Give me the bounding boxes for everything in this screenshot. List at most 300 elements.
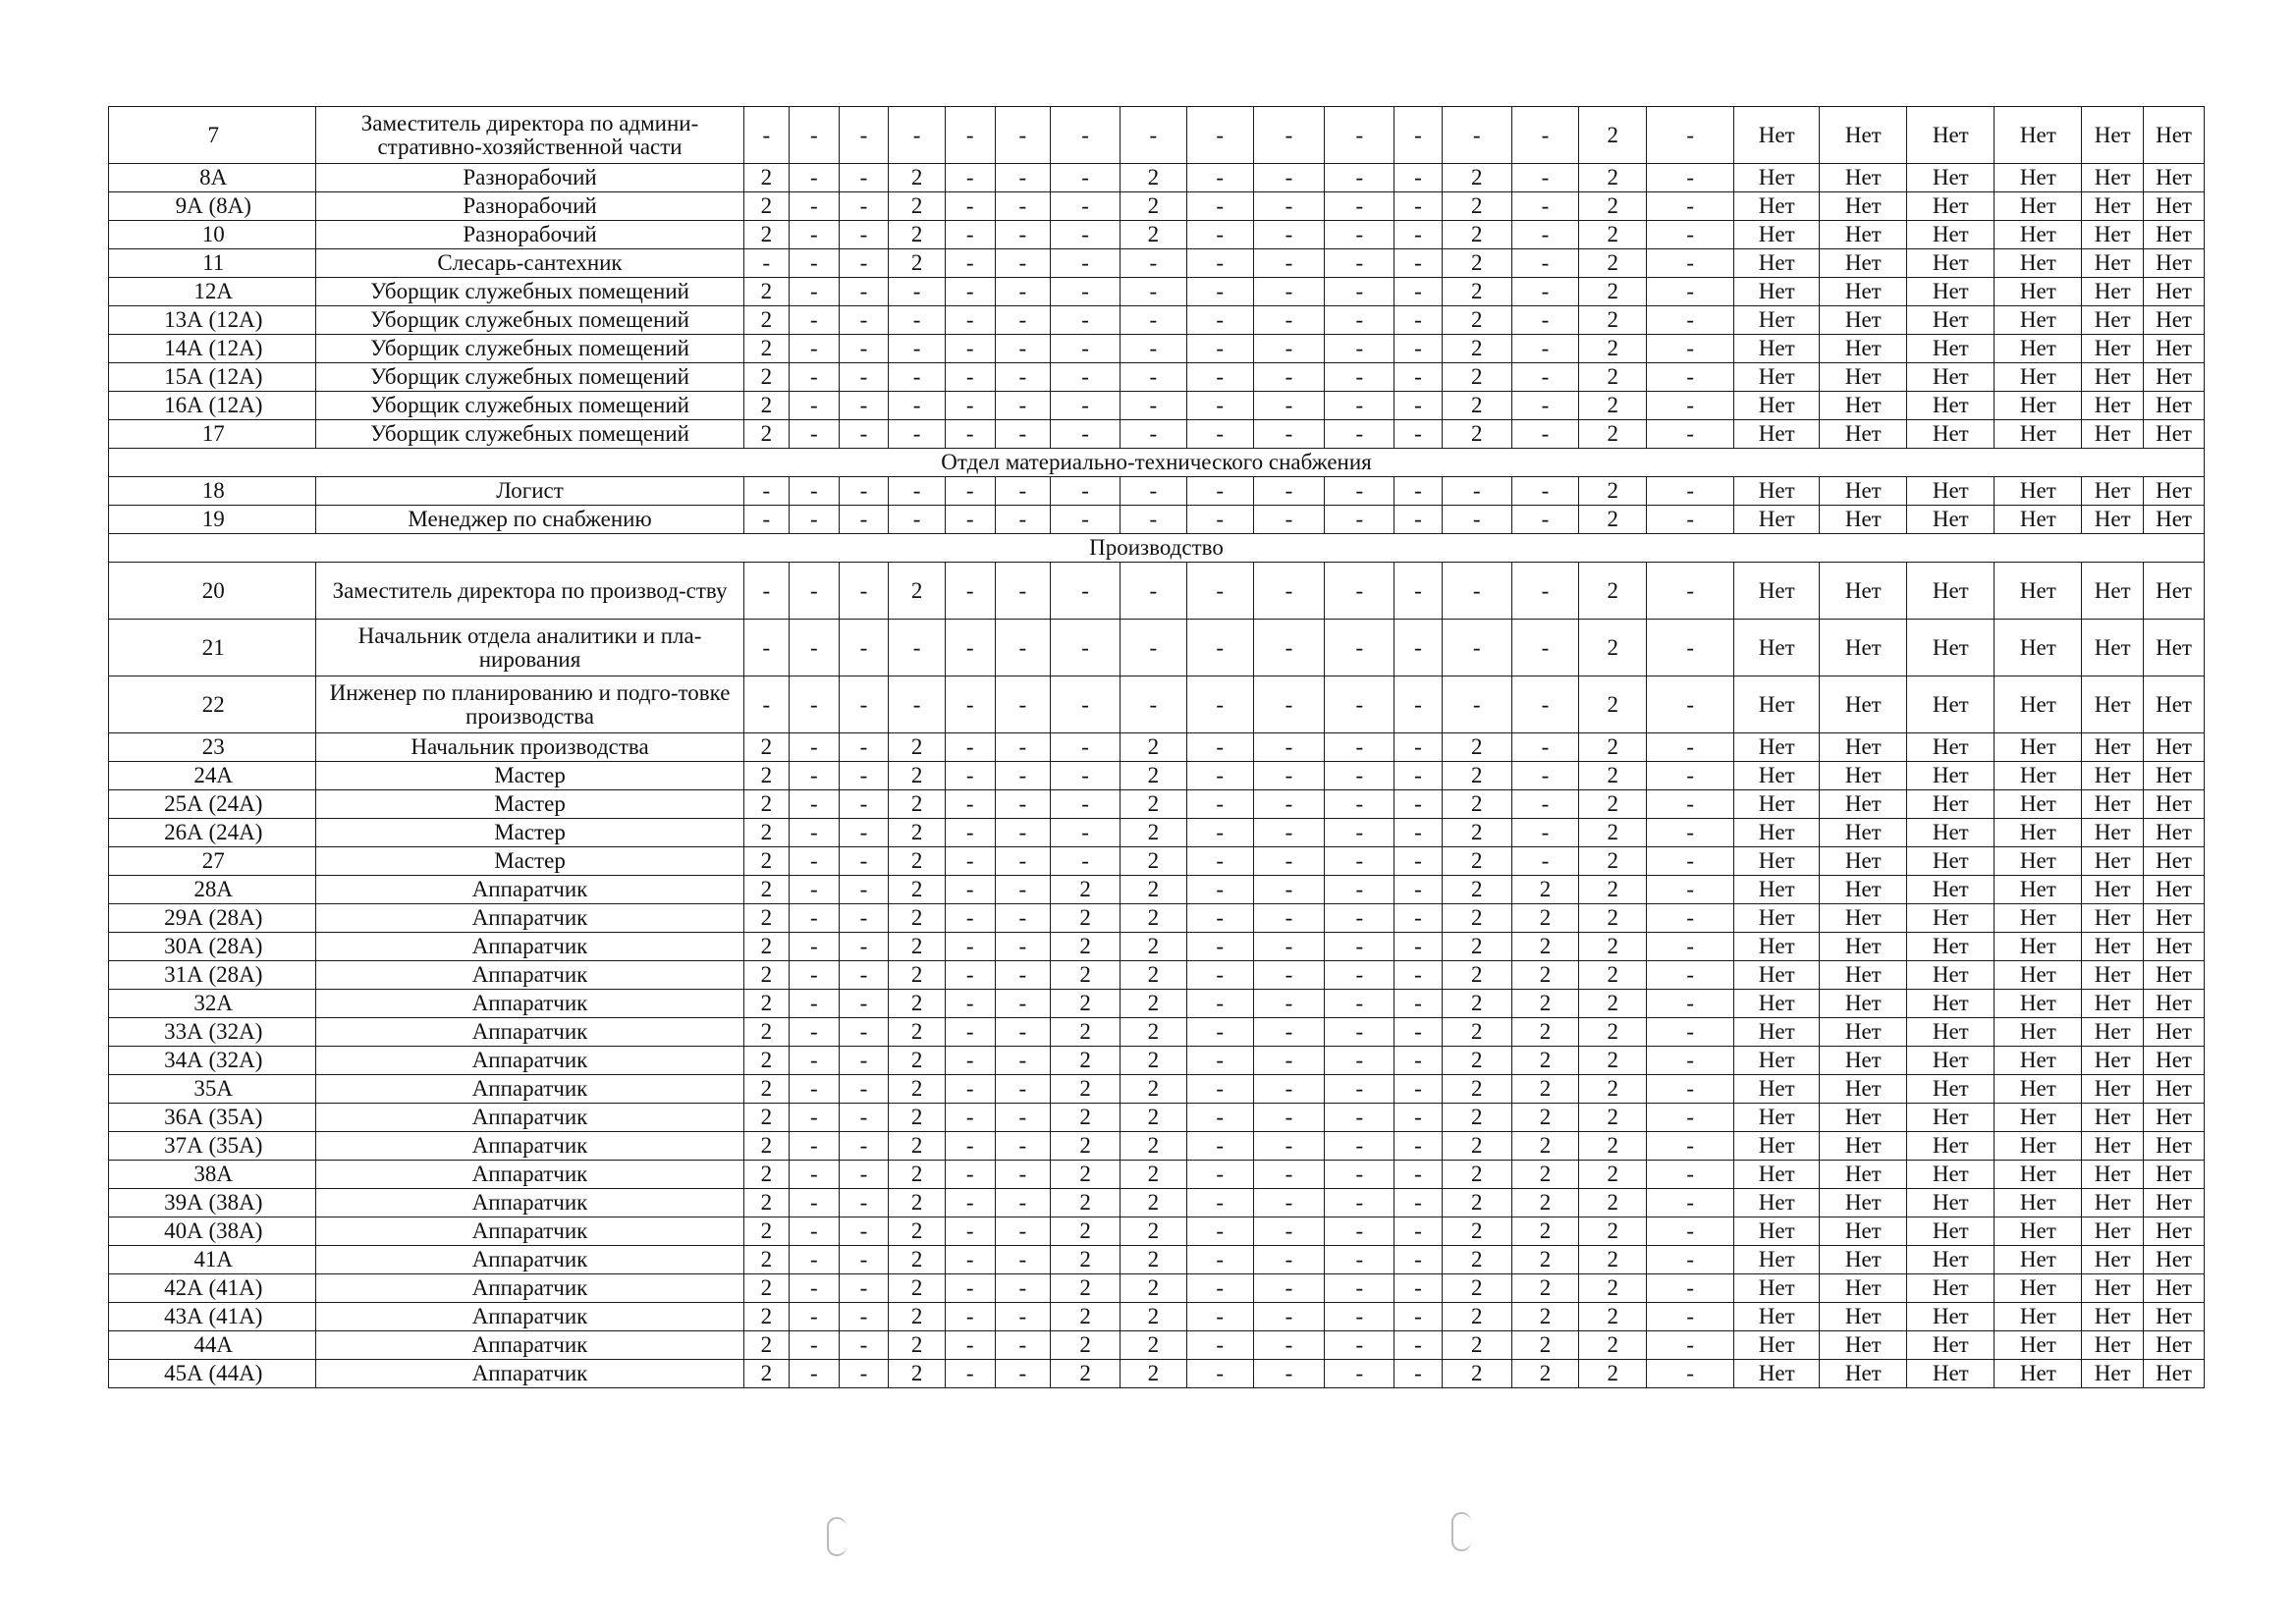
- flag-cell: Нет: [1995, 1189, 2082, 1217]
- factor-class-cell: -: [995, 221, 1051, 249]
- flag-cell: Нет: [2082, 192, 2144, 221]
- factor-class-cell: -: [1253, 620, 1325, 676]
- factor-class-cell: 2: [1579, 563, 1647, 620]
- factor-class-cell: -: [945, 819, 995, 847]
- factor-class-cell: -: [995, 164, 1051, 192]
- factor-class-cell: -: [1394, 819, 1443, 847]
- flag-cell: Нет: [2144, 1246, 2205, 1274]
- table-row: [109, 392, 2205, 420]
- factor-class-cell: -: [1253, 278, 1325, 306]
- flag-cell: Нет: [2144, 990, 2205, 1018]
- factor-class-cell: 2: [1442, 335, 1511, 363]
- workplace-number: 24А: [109, 762, 316, 790]
- workplace-number: 34А (32А): [109, 1047, 316, 1075]
- table-row: [109, 990, 2205, 1018]
- flag-cell: Нет: [1907, 1047, 1995, 1075]
- flag-cell: Нет: [1995, 1331, 2082, 1360]
- factor-class-cell: -: [1647, 1132, 1734, 1161]
- factor-class-cell: -: [839, 107, 889, 164]
- factor-class-cell: -: [995, 1104, 1051, 1132]
- table-row: [109, 1104, 2205, 1132]
- factor-class-cell: 2: [1579, 506, 1647, 534]
- flag-cell: Нет: [2144, 1104, 2205, 1132]
- flag-cell: Нет: [1820, 961, 1907, 990]
- factor-class-cell: 2: [743, 392, 790, 420]
- table-row: [109, 563, 2205, 620]
- flag-cell: Нет: [1734, 1303, 1820, 1331]
- factor-class-cell: -: [1442, 563, 1511, 620]
- factor-class-cell: -: [1253, 790, 1325, 819]
- factor-class-cell: -: [1647, 1217, 1734, 1246]
- factor-class-cell: -: [839, 221, 889, 249]
- flag-cell: Нет: [1995, 990, 2082, 1018]
- flag-cell: Нет: [1995, 847, 2082, 876]
- flag-cell: Нет: [1907, 1104, 1995, 1132]
- factor-class-cell: 2: [1579, 1132, 1647, 1161]
- factor-class-cell: -: [1394, 1303, 1443, 1331]
- factor-class-cell: -: [743, 506, 790, 534]
- flag-cell: Нет: [1995, 620, 2082, 676]
- workplace-number: 14А (12А): [109, 335, 316, 363]
- factor-class-cell: -: [790, 1018, 840, 1047]
- flag-cell: Нет: [1995, 1132, 2082, 1161]
- factor-class-cell: 2: [1511, 1075, 1579, 1104]
- flag-cell: Нет: [1734, 1331, 1820, 1360]
- factor-class-cell: -: [889, 620, 946, 676]
- factor-class-cell: -: [995, 335, 1051, 363]
- factor-class-cell: -: [1253, 1331, 1325, 1360]
- factor-class-cell: 2: [1120, 733, 1186, 762]
- workplace-number: 10: [109, 221, 316, 249]
- factor-class-cell: -: [1394, 306, 1443, 335]
- factor-class-cell: -: [1325, 1104, 1394, 1132]
- factor-class-cell: -: [839, 904, 889, 933]
- factor-class-cell: 2: [889, 192, 946, 221]
- factor-class-cell: 2: [1579, 790, 1647, 819]
- factor-class-cell: -: [1253, 563, 1325, 620]
- factor-class-cell: 2: [1511, 1161, 1579, 1189]
- flag-cell: Нет: [2144, 363, 2205, 392]
- factor-class-cell: -: [1186, 192, 1253, 221]
- factor-class-cell: 2: [743, 1075, 790, 1104]
- factor-class-cell: -: [1647, 790, 1734, 819]
- flag-cell: Нет: [1820, 221, 1907, 249]
- factor-class-cell: 2: [1511, 1303, 1579, 1331]
- flag-cell: Нет: [1734, 790, 1820, 819]
- factor-class-cell: -: [1051, 335, 1121, 363]
- position-name: Аппаратчик: [316, 1331, 743, 1360]
- factor-class-cell: 2: [889, 1360, 946, 1388]
- factor-class-cell: -: [1120, 107, 1186, 164]
- flag-cell: Нет: [2082, 506, 2144, 534]
- table-row: [109, 1018, 2205, 1047]
- flag-cell: Нет: [1734, 733, 1820, 762]
- factor-class-cell: -: [1186, 306, 1253, 335]
- factor-class-cell: -: [1120, 506, 1186, 534]
- flag-cell: Нет: [2144, 819, 2205, 847]
- factor-class-cell: 2: [889, 961, 946, 990]
- workplace-number: 27: [109, 847, 316, 876]
- table-row: [109, 107, 2205, 164]
- factor-class-cell: 2: [1511, 1246, 1579, 1274]
- workplace-number: 39А (38А): [109, 1189, 316, 1217]
- flag-cell: Нет: [1907, 278, 1995, 306]
- factor-class-cell: -: [1394, 420, 1443, 449]
- flag-cell: Нет: [2082, 790, 2144, 819]
- factor-class-cell: -: [995, 192, 1051, 221]
- factor-class-cell: -: [995, 1274, 1051, 1303]
- factor-class-cell: 2: [889, 1104, 946, 1132]
- factor-class-cell: -: [1253, 676, 1325, 733]
- factor-class-cell: -: [1394, 620, 1443, 676]
- factor-class-cell: -: [1120, 477, 1186, 506]
- flag-cell: Нет: [1734, 990, 1820, 1018]
- factor-class-cell: -: [790, 192, 840, 221]
- position-name: Аппаратчик: [316, 1075, 743, 1104]
- flag-cell: Нет: [2144, 1161, 2205, 1189]
- flag-cell: Нет: [2082, 1132, 2144, 1161]
- factor-class-cell: -: [839, 1075, 889, 1104]
- factor-class-cell: -: [1051, 790, 1121, 819]
- position-name: Начальник отдела аналитики и пла-нирования: [316, 620, 743, 676]
- flag-cell: Нет: [2144, 1132, 2205, 1161]
- table-row: [109, 192, 2205, 221]
- workplace-number: 31А (28А): [109, 961, 316, 990]
- flag-cell: Нет: [1820, 1217, 1907, 1246]
- flag-cell: Нет: [1995, 762, 2082, 790]
- position-name: Аппаратчик: [316, 1246, 743, 1274]
- table-row: [109, 1047, 2205, 1075]
- factor-class-cell: 2: [1511, 1132, 1579, 1161]
- factor-class-cell: 2: [1442, 363, 1511, 392]
- workplace-number: 37А (35А): [109, 1132, 316, 1161]
- flag-cell: Нет: [1820, 819, 1907, 847]
- factor-class-cell: -: [1253, 933, 1325, 961]
- factor-class-cell: -: [945, 1189, 995, 1217]
- factor-class-cell: -: [945, 933, 995, 961]
- factor-class-cell: -: [945, 1303, 995, 1331]
- flag-cell: Нет: [1820, 676, 1907, 733]
- factor-class-cell: 2: [1579, 876, 1647, 904]
- position-name: Аппаратчик: [316, 1132, 743, 1161]
- factor-class-cell: -: [1394, 1075, 1443, 1104]
- factor-class-cell: -: [1120, 363, 1186, 392]
- table-row: [109, 1189, 2205, 1217]
- flag-cell: Нет: [2144, 392, 2205, 420]
- factor-class-cell: -: [1253, 363, 1325, 392]
- factor-class-cell: -: [839, 477, 889, 506]
- factor-class-cell: -: [1647, 221, 1734, 249]
- factor-class-cell: -: [1186, 762, 1253, 790]
- factor-class-cell: -: [995, 990, 1051, 1018]
- flag-cell: Нет: [2144, 1303, 2205, 1331]
- factor-class-cell: 2: [1442, 1018, 1511, 1047]
- factor-class-cell: 2: [743, 847, 790, 876]
- flag-cell: Нет: [1995, 876, 2082, 904]
- flag-cell: Нет: [1734, 876, 1820, 904]
- factor-class-cell: -: [995, 904, 1051, 933]
- position-name: Аппаратчик: [316, 1274, 743, 1303]
- factor-class-cell: -: [1394, 192, 1443, 221]
- flag-cell: Нет: [2144, 1331, 2205, 1360]
- workplace-number: 11: [109, 249, 316, 278]
- factor-class-cell: 2: [1051, 1132, 1121, 1161]
- factor-class-cell: 2: [889, 1075, 946, 1104]
- factor-class-cell: -: [1186, 1075, 1253, 1104]
- factor-class-cell: -: [790, 1047, 840, 1075]
- factor-class-cell: 2: [743, 1303, 790, 1331]
- position-name: Разнорабочий: [316, 164, 743, 192]
- flag-cell: Нет: [1907, 506, 1995, 534]
- factor-class-cell: 2: [743, 762, 790, 790]
- flag-cell: Нет: [1907, 1274, 1995, 1303]
- factor-class-cell: -: [1511, 790, 1579, 819]
- factor-class-cell: -: [1394, 1047, 1443, 1075]
- flag-cell: Нет: [1907, 733, 1995, 762]
- factor-class-cell: 2: [743, 164, 790, 192]
- flag-cell: Нет: [1734, 563, 1820, 620]
- factor-class-cell: -: [1647, 1360, 1734, 1388]
- flag-cell: Нет: [2082, 933, 2144, 961]
- workplace-number: 45А (44А): [109, 1360, 316, 1388]
- factor-class-cell: -: [945, 420, 995, 449]
- flag-cell: Нет: [1734, 1104, 1820, 1132]
- flag-cell: Нет: [2082, 1303, 2144, 1331]
- flag-cell: Нет: [2082, 249, 2144, 278]
- workplace-number: 42А (41А): [109, 1274, 316, 1303]
- factor-class-cell: 2: [1442, 1075, 1511, 1104]
- factor-class-cell: 2: [1442, 1047, 1511, 1075]
- factor-class-cell: -: [945, 876, 995, 904]
- factor-class-cell: -: [839, 1018, 889, 1047]
- factor-class-cell: -: [839, 1360, 889, 1388]
- factor-class-cell: -: [1442, 620, 1511, 676]
- factor-class-cell: 2: [743, 1217, 790, 1246]
- workplace-number: 36А (35А): [109, 1104, 316, 1132]
- factor-class-cell: -: [889, 363, 946, 392]
- factor-class-cell: -: [1325, 1132, 1394, 1161]
- flag-cell: Нет: [1995, 192, 2082, 221]
- factor-class-cell: -: [1186, 990, 1253, 1018]
- flag-cell: Нет: [1820, 1132, 1907, 1161]
- factor-class-cell: -: [1325, 1217, 1394, 1246]
- factor-class-cell: 2: [1120, 819, 1186, 847]
- flag-cell: Нет: [1820, 392, 1907, 420]
- flag-cell: Нет: [1995, 506, 2082, 534]
- factor-class-cell: 2: [1051, 1331, 1121, 1360]
- factor-class-cell: -: [889, 306, 946, 335]
- factor-class-cell: -: [1186, 876, 1253, 904]
- flag-cell: Нет: [1907, 933, 1995, 961]
- factor-class-cell: -: [790, 506, 840, 534]
- factor-class-cell: -: [1186, 335, 1253, 363]
- factor-class-cell: 2: [743, 420, 790, 449]
- flag-cell: Нет: [1734, 249, 1820, 278]
- factor-class-cell: 2: [1579, 335, 1647, 363]
- factor-class-cell: -: [1253, 1303, 1325, 1331]
- factor-class-cell: 2: [1120, 1217, 1186, 1246]
- position-name: Инженер по планированию и подго-товке производства: [316, 676, 743, 733]
- factor-class-cell: -: [790, 819, 840, 847]
- flag-cell: Нет: [1995, 1274, 2082, 1303]
- factor-class-cell: 2: [1442, 1104, 1511, 1132]
- factor-class-cell: -: [1511, 819, 1579, 847]
- factor-class-cell: 2: [1579, 819, 1647, 847]
- factor-class-cell: -: [1325, 904, 1394, 933]
- flag-cell: Нет: [1734, 1075, 1820, 1104]
- factor-class-cell: 2: [1051, 1246, 1121, 1274]
- factor-class-cell: -: [995, 363, 1051, 392]
- factor-class-cell: -: [995, 1132, 1051, 1161]
- workplace-number: 12А: [109, 278, 316, 306]
- flag-cell: Нет: [1734, 420, 1820, 449]
- factor-class-cell: -: [1186, 1274, 1253, 1303]
- flag-cell: Нет: [2082, 1217, 2144, 1246]
- factor-class-cell: -: [790, 1303, 840, 1331]
- factor-class-cell: 2: [1120, 762, 1186, 790]
- factor-class-cell: -: [790, 762, 840, 790]
- factor-class-cell: -: [1511, 363, 1579, 392]
- factor-class-cell: -: [1511, 477, 1579, 506]
- flag-cell: Нет: [2082, 1189, 2144, 1217]
- factor-class-cell: 2: [1511, 1360, 1579, 1388]
- flag-cell: Нет: [1907, 192, 1995, 221]
- factor-class-cell: 2: [1051, 1018, 1121, 1047]
- factor-class-cell: -: [1511, 221, 1579, 249]
- factor-class-cell: -: [1511, 762, 1579, 790]
- flag-cell: Нет: [2144, 249, 2205, 278]
- factor-class-cell: 2: [1120, 1075, 1186, 1104]
- flag-cell: Нет: [1907, 904, 1995, 933]
- factor-class-cell: -: [995, 249, 1051, 278]
- factor-class-cell: -: [1394, 790, 1443, 819]
- factor-class-cell: -: [790, 477, 840, 506]
- factor-class-cell: -: [839, 306, 889, 335]
- factor-class-cell: -: [743, 676, 790, 733]
- factor-class-cell: -: [1325, 563, 1394, 620]
- factor-class-cell: -: [1647, 1246, 1734, 1274]
- flag-cell: Нет: [2144, 620, 2205, 676]
- factor-class-cell: 2: [889, 1189, 946, 1217]
- factor-class-cell: -: [1253, 1274, 1325, 1303]
- position-name: Разнорабочий: [316, 192, 743, 221]
- factor-class-cell: 2: [889, 1018, 946, 1047]
- flag-cell: Нет: [1820, 990, 1907, 1018]
- flag-cell: Нет: [1907, 790, 1995, 819]
- flag-cell: Нет: [1820, 620, 1907, 676]
- flag-cell: Нет: [1820, 790, 1907, 819]
- factor-class-cell: -: [1253, 1018, 1325, 1047]
- factor-class-cell: -: [945, 1104, 995, 1132]
- flag-cell: Нет: [1734, 1047, 1820, 1075]
- flag-cell: Нет: [1995, 278, 2082, 306]
- flag-cell: Нет: [1995, 1047, 2082, 1075]
- flag-cell: Нет: [1820, 107, 1907, 164]
- flag-cell: Нет: [1820, 904, 1907, 933]
- factor-class-cell: -: [790, 306, 840, 335]
- flag-cell: Нет: [1907, 1217, 1995, 1246]
- factor-class-cell: -: [1442, 506, 1511, 534]
- flag-cell: Нет: [1820, 847, 1907, 876]
- factor-class-cell: -: [1051, 192, 1121, 221]
- flag-cell: Нет: [1907, 107, 1995, 164]
- workplace-number: 32А: [109, 990, 316, 1018]
- factor-class-cell: 2: [1442, 733, 1511, 762]
- flag-cell: Нет: [1907, 1189, 1995, 1217]
- factor-class-cell: -: [1253, 1132, 1325, 1161]
- factor-class-cell: 2: [889, 904, 946, 933]
- factor-class-cell: -: [945, 506, 995, 534]
- factor-class-cell: 2: [1120, 904, 1186, 933]
- factor-class-cell: 2: [1442, 876, 1511, 904]
- factor-class-cell: -: [1647, 1303, 1734, 1331]
- factor-class-cell: 2: [1442, 790, 1511, 819]
- flag-cell: Нет: [1820, 477, 1907, 506]
- flag-cell: Нет: [2082, 306, 2144, 335]
- factor-class-cell: -: [743, 620, 790, 676]
- factor-class-cell: -: [1647, 847, 1734, 876]
- flag-cell: Нет: [2082, 733, 2144, 762]
- flag-cell: Нет: [1995, 904, 2082, 933]
- flag-cell: Нет: [1995, 933, 2082, 961]
- factor-class-cell: -: [1511, 563, 1579, 620]
- factor-class-cell: 2: [1579, 620, 1647, 676]
- flag-cell: Нет: [1734, 847, 1820, 876]
- factor-class-cell: -: [1325, 1274, 1394, 1303]
- factor-class-cell: -: [1051, 733, 1121, 762]
- flag-cell: Нет: [1820, 1246, 1907, 1274]
- flag-cell: Нет: [1995, 1246, 2082, 1274]
- factor-class-cell: -: [1325, 762, 1394, 790]
- factor-class-cell: -: [1253, 904, 1325, 933]
- factor-class-cell: -: [1051, 363, 1121, 392]
- flag-cell: Нет: [1734, 278, 1820, 306]
- factor-class-cell: 2: [1579, 904, 1647, 933]
- flag-cell: Нет: [1907, 392, 1995, 420]
- factor-class-cell: -: [790, 420, 840, 449]
- factor-class-cell: -: [1253, 107, 1325, 164]
- flag-cell: Нет: [1820, 363, 1907, 392]
- factor-class-cell: 2: [1442, 1331, 1511, 1360]
- factor-class-cell: -: [1051, 420, 1121, 449]
- factor-class-cell: 2: [1579, 164, 1647, 192]
- factor-class-cell: -: [1120, 392, 1186, 420]
- flag-cell: Нет: [2144, 1274, 2205, 1303]
- factor-class-cell: -: [1051, 221, 1121, 249]
- position-name: Аппаратчик: [316, 1217, 743, 1246]
- flag-cell: Нет: [2144, 733, 2205, 762]
- factor-class-cell: -: [1325, 221, 1394, 249]
- workplace-number: 35А: [109, 1075, 316, 1104]
- factor-class-cell: -: [945, 1217, 995, 1246]
- factor-class-cell: -: [1325, 790, 1394, 819]
- factor-class-cell: -: [1051, 107, 1121, 164]
- factor-class-cell: -: [1511, 249, 1579, 278]
- factor-class-cell: 2: [1051, 1217, 1121, 1246]
- flag-cell: Нет: [1734, 961, 1820, 990]
- factor-class-cell: 2: [1511, 990, 1579, 1018]
- factor-class-cell: -: [790, 1331, 840, 1360]
- flag-cell: Нет: [1995, 1075, 2082, 1104]
- factor-class-cell: -: [790, 1075, 840, 1104]
- factor-class-cell: 2: [1511, 1104, 1579, 1132]
- flag-cell: Нет: [1907, 335, 1995, 363]
- flag-cell: Нет: [2082, 1075, 2144, 1104]
- factor-class-cell: 2: [1051, 1303, 1121, 1331]
- flag-cell: Нет: [1907, 876, 1995, 904]
- factor-class-cell: 2: [1511, 904, 1579, 933]
- factor-class-cell: -: [1051, 278, 1121, 306]
